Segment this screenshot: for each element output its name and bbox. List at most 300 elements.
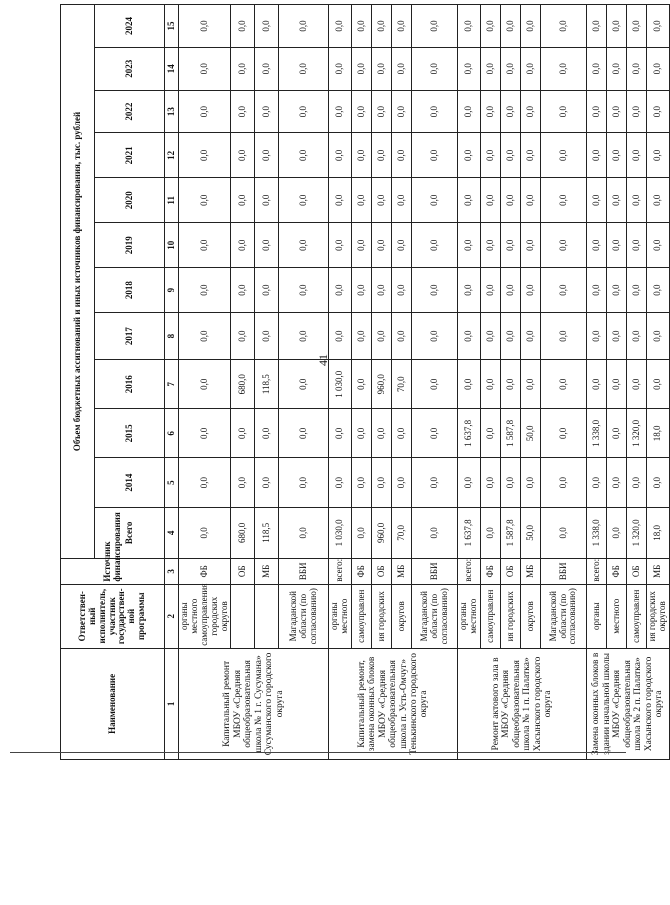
year-value-cell: 1 338,0: [587, 409, 607, 458]
year-value-cell: 0,0: [255, 458, 279, 507]
year-value-cell: 0,0: [392, 5, 412, 48]
table-row: [587, 5, 607, 760]
column-index-cell: 3: [165, 558, 179, 584]
source-cell: ОБ: [627, 558, 647, 584]
year-value-cell: 0,0: [607, 90, 627, 133]
year-value-cell: 0,0: [627, 5, 647, 48]
column-index-cell: 9: [165, 268, 179, 313]
year-value-cell: 960,0: [372, 360, 392, 409]
year-value-cell: 0,0: [392, 458, 412, 507]
year-value-cell: 0,0: [352, 409, 372, 458]
table-row: [372, 5, 392, 760]
year-value-cell: 0,0: [521, 223, 541, 268]
table-row: [352, 5, 372, 760]
year-value-cell: 0,0: [501, 223, 521, 268]
year-value-cell: 0,0: [329, 223, 352, 268]
year-value-cell: 0,0: [501, 47, 521, 90]
year-value-cell: 0,0: [372, 5, 392, 48]
source-cell: ФБ: [481, 558, 501, 584]
year-value-cell: 0,0: [392, 90, 412, 133]
year-value-cell: 0,0: [541, 458, 587, 507]
year-value-cell: 0,0: [279, 409, 329, 458]
year-value-cell: 0,0: [541, 90, 587, 133]
year-value-cell: 0,0: [279, 223, 329, 268]
year-value-cell: 0,0: [481, 268, 501, 313]
year-value-cell: 0,0: [392, 409, 412, 458]
year-value-cell: 0,0: [647, 178, 670, 223]
year-value-cell: 0,0: [412, 178, 458, 223]
source-cell: всего:: [458, 558, 481, 584]
year-value-cell: 0,0: [501, 5, 521, 48]
year-value-cell: 0,0: [392, 268, 412, 313]
column-index-cell: 11: [165, 178, 179, 223]
year-value-cell: 0,0: [412, 47, 458, 90]
header-year-2017: 2017: [95, 313, 165, 360]
source-cell: ФБ: [179, 558, 231, 584]
year-value-cell: 1 587,8: [501, 409, 521, 458]
column-index-cell: 13: [165, 90, 179, 133]
year-value-cell: 0,0: [481, 409, 501, 458]
year-value-cell: 0,0: [255, 268, 279, 313]
responsible-cell: самоуправлен: [627, 584, 647, 648]
year-value-cell: 0,0: [412, 409, 458, 458]
total-cell: 680,0: [231, 507, 255, 558]
year-value-cell: 0,0: [607, 47, 627, 90]
year-value-cell: 0,0: [329, 268, 352, 313]
year-value-cell: 0,0: [458, 223, 481, 268]
year-value-cell: 50,0: [521, 409, 541, 458]
year-value-cell: 0,0: [541, 133, 587, 178]
year-value-cell: 0,0: [627, 360, 647, 409]
total-cell: 70,0: [392, 507, 412, 558]
year-value-cell: 0,0: [372, 90, 392, 133]
year-value-cell: 0,0: [541, 47, 587, 90]
year-value-cell: 1 320,0: [627, 409, 647, 458]
table-row: [279, 5, 329, 760]
year-value-cell: 0,0: [627, 268, 647, 313]
year-value-cell: 0,0: [458, 313, 481, 360]
table-row: [607, 5, 627, 760]
year-value-cell: 0,0: [231, 313, 255, 360]
table-row: [392, 5, 412, 760]
year-value-cell: 0,0: [607, 133, 627, 178]
year-value-cell: 0,0: [647, 268, 670, 313]
year-value-cell: 0,0: [352, 178, 372, 223]
year-value-cell: 0,0: [352, 90, 372, 133]
program-name: Капитальный ремонт, замена оконных блоков МБОУ «Средняя общеобразовательная школа п. Усть-Омчуг» Тенькинского городского округа: [329, 648, 458, 759]
year-value-cell: 0,0: [329, 313, 352, 360]
header-year-2020: 2020: [95, 178, 165, 223]
year-value-cell: 0,0: [329, 47, 352, 90]
year-value-cell: 0,0: [231, 5, 255, 48]
year-value-cell: 0,0: [481, 223, 501, 268]
year-value-cell: 0,0: [501, 268, 521, 313]
year-value-cell: 0,0: [392, 47, 412, 90]
total-cell: 1 637,8: [458, 507, 481, 558]
year-value-cell: 0,0: [607, 313, 627, 360]
year-value-cell: 0,0: [179, 313, 231, 360]
year-value-cell: 0,0: [279, 133, 329, 178]
table-row: [329, 5, 352, 760]
year-value-cell: 0,0: [627, 133, 647, 178]
header-year-2023: 2023: [95, 47, 165, 90]
year-value-cell: 70,0: [392, 360, 412, 409]
year-value-cell: 0,0: [179, 5, 231, 48]
table-row: [481, 5, 501, 760]
year-value-cell: 0,0: [231, 458, 255, 507]
year-value-cell: 0,0: [392, 133, 412, 178]
year-value-cell: 0,0: [279, 90, 329, 133]
program-name: Ремонт актового зала в МБОУ «Средняя общеобразовательная школа № 1 п. Палатка» Хасынского городского округа: [458, 648, 587, 759]
column-index-cell: 5: [165, 458, 179, 507]
column-index-cell: 8: [165, 313, 179, 360]
column-index-cell: 2: [165, 584, 179, 648]
year-value-cell: 0,0: [541, 223, 587, 268]
year-value-cell: 0,0: [627, 223, 647, 268]
year-value-cell: 0,0: [541, 313, 587, 360]
source-cell: ВБИ: [541, 558, 587, 584]
year-value-cell: 0,0: [647, 47, 670, 90]
responsible-cell: местного: [607, 584, 627, 648]
year-value-cell: 0,0: [607, 360, 627, 409]
year-value-cell: 0,0: [458, 178, 481, 223]
year-value-cell: 0,0: [279, 5, 329, 48]
column-index-cell: 1: [165, 648, 179, 759]
year-value-cell: 0,0: [231, 47, 255, 90]
source-cell: МБ: [647, 558, 670, 584]
year-value-cell: 0,0: [501, 360, 521, 409]
year-value-cell: 680,0: [231, 360, 255, 409]
total-cell: 0,0: [352, 507, 372, 558]
table-row: [412, 5, 458, 760]
year-value-cell: 0,0: [352, 360, 372, 409]
year-value-cell: 0,0: [412, 133, 458, 178]
column-index-cell: 6: [165, 409, 179, 458]
header-year-2016: 2016: [95, 360, 165, 409]
year-value-cell: 0,0: [179, 133, 231, 178]
document-page: [60, 4, 667, 760]
year-value-cell: 0,0: [179, 178, 231, 223]
year-value-cell: 0,0: [627, 178, 647, 223]
year-value-cell: 0,0: [179, 360, 231, 409]
year-value-cell: 0,0: [647, 360, 670, 409]
year-value-cell: 0,0: [179, 409, 231, 458]
year-value-cell: 0,0: [372, 133, 392, 178]
year-value-cell: 0,0: [541, 268, 587, 313]
year-value-cell: 0,0: [627, 47, 647, 90]
program-name: Замена оконных блоков в здании начальной школы МБОУ «Средняя общеобразовательная школа № 2 п. Палатка» Хасынского городского округа: [587, 648, 670, 759]
header-year-2014: 2014: [95, 458, 165, 507]
year-value-cell: 1 030,0: [329, 360, 352, 409]
year-value-cell: 0,0: [458, 133, 481, 178]
year-value-cell: 0,0: [587, 268, 607, 313]
total-cell: 0,0: [541, 507, 587, 558]
year-value-cell: 0,0: [458, 47, 481, 90]
year-value-cell: 0,0: [458, 268, 481, 313]
year-value-cell: 0,0: [255, 178, 279, 223]
source-cell: ОБ: [372, 558, 392, 584]
source-cell: ВБИ: [412, 558, 458, 584]
total-cell: 1 587,8: [501, 507, 521, 558]
year-value-cell: 1 637,8: [458, 409, 481, 458]
year-value-cell: 0,0: [587, 47, 607, 90]
year-value-cell: 0,0: [481, 360, 501, 409]
column-index-cell: 10: [165, 223, 179, 268]
responsible-cell: Магаданской области (по согласованию): [412, 584, 458, 648]
year-value-cell: 0,0: [587, 90, 607, 133]
source-cell: всего:: [329, 558, 352, 584]
year-value-cell: 0,0: [587, 178, 607, 223]
year-value-cell: 0,0: [231, 409, 255, 458]
year-value-cell: 0,0: [541, 360, 587, 409]
year-value-cell: 0,0: [179, 90, 231, 133]
year-value-cell: 0,0: [179, 223, 231, 268]
year-value-cell: 0,0: [352, 133, 372, 178]
responsible-cell: органы местного самоуправления городских округов: [179, 584, 231, 648]
year-value-cell: 0,0: [521, 5, 541, 48]
year-value-cell: 0,0: [587, 5, 607, 48]
year-value-cell: 0,0: [412, 268, 458, 313]
total-cell: 50,0: [521, 507, 541, 558]
year-value-cell: 0,0: [501, 313, 521, 360]
year-value-cell: 0,0: [231, 223, 255, 268]
table-head: [61, 5, 179, 760]
header-responsible: Ответствен-ный исполнитель, участник государствен-ной программы: [61, 584, 165, 648]
responsible-cell: органы местного: [329, 584, 352, 648]
financing-table: [60, 4, 670, 760]
column-index-cell: 12: [165, 133, 179, 178]
table-row: [255, 5, 279, 760]
responsible-cell: Магаданской области (по согласованию): [541, 584, 587, 648]
year-value-cell: 0,0: [627, 90, 647, 133]
year-value-cell: 0,0: [521, 178, 541, 223]
year-value-cell: 0,0: [255, 5, 279, 48]
year-value-cell: 0,0: [392, 223, 412, 268]
year-value-cell: 0,0: [279, 47, 329, 90]
year-value-cell: 0,0: [372, 458, 392, 507]
table-row: [458, 5, 481, 760]
year-value-cell: 0,0: [231, 268, 255, 313]
responsible-cell: ия городских округов: [647, 584, 670, 648]
year-value-cell: 0,0: [607, 268, 627, 313]
source-cell: МБ: [255, 558, 279, 584]
responsible-cell: органы местного: [458, 584, 481, 648]
year-value-cell: 0,0: [647, 458, 670, 507]
year-value-cell: 0,0: [458, 90, 481, 133]
year-value-cell: 0,0: [541, 178, 587, 223]
responsible-cell: ия городских: [501, 584, 521, 648]
table-row: [501, 5, 521, 760]
year-value-cell: 0,0: [255, 133, 279, 178]
year-value-cell: 0,0: [521, 90, 541, 133]
total-cell: 0,0: [179, 507, 231, 558]
header-year-2018: 2018: [95, 268, 165, 313]
year-value-cell: 0,0: [501, 90, 521, 133]
table-body: [179, 5, 670, 760]
year-value-cell: 0,0: [521, 458, 541, 507]
year-value-cell: 0,0: [607, 409, 627, 458]
year-value-cell: 0,0: [647, 5, 670, 48]
year-value-cell: 0,0: [352, 268, 372, 313]
header-year-2024: 2024: [95, 5, 165, 48]
year-value-cell: 0,0: [412, 360, 458, 409]
year-value-cell: 0,0: [481, 458, 501, 507]
year-value-cell: 0,0: [279, 313, 329, 360]
year-value-cell: 0,0: [352, 223, 372, 268]
source-cell: ВБИ: [279, 558, 329, 584]
year-value-cell: 0,0: [329, 133, 352, 178]
year-value-cell: 0,0: [501, 458, 521, 507]
year-value-cell: 0,0: [372, 223, 392, 268]
year-value-cell: 0,0: [392, 313, 412, 360]
year-value-cell: 0,0: [412, 458, 458, 507]
total-cell: 960,0: [372, 507, 392, 558]
year-value-cell: 0,0: [279, 268, 329, 313]
header-source: Источник финансирования: [61, 558, 165, 584]
year-value-cell: 0,0: [607, 178, 627, 223]
year-value-cell: 0,0: [412, 313, 458, 360]
total-cell: 1 030,0: [329, 507, 352, 558]
total-cell: 0,0: [481, 507, 501, 558]
year-value-cell: 0,0: [458, 458, 481, 507]
year-value-cell: 0,0: [647, 133, 670, 178]
total-cell: 0,0: [412, 507, 458, 558]
year-value-cell: 0,0: [521, 268, 541, 313]
year-value-cell: 0,0: [521, 47, 541, 90]
table-row: [541, 5, 587, 760]
year-value-cell: 0,0: [521, 313, 541, 360]
table-row: [521, 5, 541, 760]
year-value-cell: 0,0: [481, 313, 501, 360]
source-cell: МБ: [392, 558, 412, 584]
header-year-2015: 2015: [95, 409, 165, 458]
year-value-cell: 0,0: [255, 313, 279, 360]
responsible-cell: округов: [521, 584, 541, 648]
year-value-cell: 0,0: [458, 5, 481, 48]
year-value-cell: 0,0: [541, 5, 587, 48]
source-cell: ФБ: [607, 558, 627, 584]
year-value-cell: 0,0: [279, 360, 329, 409]
year-value-cell: 0,0: [372, 268, 392, 313]
table-row: [647, 5, 670, 760]
source-cell: ФБ: [352, 558, 372, 584]
year-value-cell: 0,0: [647, 313, 670, 360]
year-value-cell: 0,0: [329, 458, 352, 507]
year-value-cell: 0,0: [481, 178, 501, 223]
year-value-cell: 0,0: [329, 178, 352, 223]
header-year-2021: 2021: [95, 133, 165, 178]
year-value-cell: 0,0: [279, 178, 329, 223]
year-value-cell: 0,0: [458, 360, 481, 409]
year-value-cell: 0,0: [329, 409, 352, 458]
year-value-cell: 0,0: [329, 5, 352, 48]
year-value-cell: 0,0: [372, 178, 392, 223]
year-value-cell: 0,0: [372, 409, 392, 458]
year-value-cell: 0,0: [607, 223, 627, 268]
year-value-cell: 0,0: [501, 133, 521, 178]
year-value-cell: 0,0: [481, 5, 501, 48]
year-value-cell: 0,0: [521, 360, 541, 409]
year-value-cell: 0,0: [647, 223, 670, 268]
total-cell: 0,0: [279, 507, 329, 558]
source-cell: МБ: [521, 558, 541, 584]
total-cell: 1 338,0: [587, 507, 607, 558]
header-amount: Объем бюджетных ассигнований и иных источников финансирования, тыс. рублей: [61, 5, 95, 559]
year-value-cell: 18,0: [647, 409, 670, 458]
header-total: Всего: [95, 507, 165, 558]
year-value-cell: 0,0: [179, 268, 231, 313]
column-index-cell: 4: [165, 507, 179, 558]
year-value-cell: 0,0: [352, 458, 372, 507]
program-name: Капитальный ремонт МБОУ «Средняя общеобразовательная школа № 1 г. Сусумана» Сусуманского городского округа: [179, 648, 329, 759]
rotated-table-wrapper: [60, 4, 667, 760]
column-index-cell: 7: [165, 360, 179, 409]
responsible-cell: округов: [392, 584, 412, 648]
year-value-cell: 0,0: [607, 458, 627, 507]
year-value-cell: 0,0: [607, 5, 627, 48]
header-year-2022: 2022: [95, 90, 165, 133]
year-value-cell: 0,0: [587, 458, 607, 507]
responsible-cell: самоуправлен: [481, 584, 501, 648]
responsible-cell: [231, 584, 255, 648]
year-value-cell: 0,0: [329, 90, 352, 133]
total-cell: 18,0: [647, 507, 670, 558]
source-cell: всего:: [587, 558, 607, 584]
year-value-cell: 0,0: [231, 133, 255, 178]
table-row: [179, 5, 231, 760]
year-value-cell: 0,0: [481, 133, 501, 178]
year-value-cell: 0,0: [412, 90, 458, 133]
header-name: Наименование: [61, 648, 165, 759]
year-value-cell: 0,0: [627, 458, 647, 507]
year-value-cell: 0,0: [352, 313, 372, 360]
year-value-cell: 0,0: [231, 90, 255, 133]
year-value-cell: 0,0: [647, 90, 670, 133]
year-value-cell: 0,0: [255, 409, 279, 458]
year-value-cell: 0,0: [179, 47, 231, 90]
year-value-cell: 0,0: [255, 47, 279, 90]
year-value-cell: 0,0: [372, 47, 392, 90]
responsible-cell: органы: [587, 584, 607, 648]
year-value-cell: 0,0: [521, 133, 541, 178]
year-value-cell: 0,0: [179, 458, 231, 507]
year-value-cell: 0,0: [481, 90, 501, 133]
year-value-cell: 0,0: [481, 47, 501, 90]
source-cell: ОБ: [231, 558, 255, 584]
table-row: [627, 5, 647, 760]
year-value-cell: 0,0: [372, 313, 392, 360]
year-value-cell: 0,0: [255, 90, 279, 133]
year-value-cell: 0,0: [541, 409, 587, 458]
year-value-cell: 0,0: [352, 47, 372, 90]
source-cell: ОБ: [501, 558, 521, 584]
total-cell: 118,5: [255, 507, 279, 558]
page-number: 41: [316, 354, 330, 366]
year-value-cell: 0,0: [627, 313, 647, 360]
total-cell: 1 320,0: [627, 507, 647, 558]
responsible-cell: Магаданской области (по согласованию): [279, 584, 329, 648]
header-year-2019: 2019: [95, 223, 165, 268]
year-value-cell: 0,0: [392, 178, 412, 223]
year-value-cell: 0,0: [587, 133, 607, 178]
page-separator-line: [10, 752, 626, 753]
year-value-cell: 0,0: [587, 223, 607, 268]
year-value-cell: 0,0: [587, 313, 607, 360]
year-value-cell: 118,5: [255, 360, 279, 409]
table-row: [231, 5, 255, 760]
total-cell: 0,0: [607, 507, 627, 558]
responsible-cell: [255, 584, 279, 648]
